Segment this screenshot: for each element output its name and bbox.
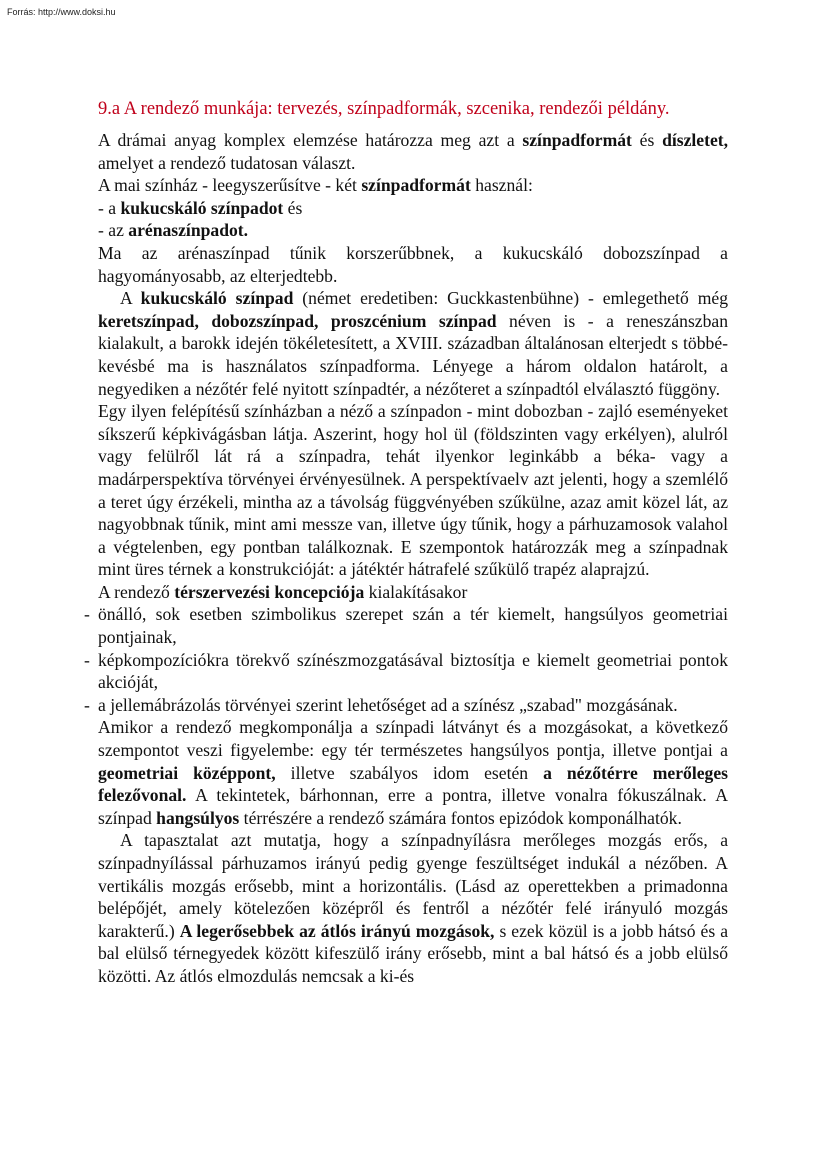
document-page bbox=[84, 98, 729, 988]
dash-marker: - bbox=[84, 604, 90, 625]
list-item-actor-movement: - képkompozíciókra törekvő színészmozgatásával biztosítja e kiemelt geometriai pontok akcióját, bbox=[84, 649, 728, 693]
paragraph-spatial-concept: A rendező térszervezési koncepciója kialakításakor bbox=[98, 581, 468, 602]
paragraph-two-stage-forms: A mai színház - leegyszerűsítve - két színpadformát használ: bbox=[98, 175, 533, 196]
paragraph-movement-tension: A tapasztalat azt mutatja, hogy a színpadnyílásra merőleges mozgás erős, a színpadnyílással párhuzamos irányú pedig gyenge feszültséget indukál a nézőben. A vertikális mozgás erősebb, mint a horizontális. (Lásd az operettekben a primadonna belépőjét, amely kötelezően középről és fentről a nézőtér felé irányuló mozgás karakterű.) A legerősebbek az átlós irányú mozgások, s ezek közül is a jobb hátsó és a bal elülső térnegyedek között kifeszülő irány erősebb, mint a bal hátsó és a jobb elülső közötti. Az átlós elmozdulás nemcsak a ki-és bbox=[98, 830, 729, 986]
list-item-peepshow-stage: - a kukucskáló színpadot és bbox=[98, 197, 303, 218]
paragraph-perspective: Egy ilyen felépítésű színházban a néző a színpadon - mint dobozban - zajló eseményeket síkszerű képkivágásban látja. Aszerint, hogy hol ül (földszinten vagy erkélyen), alulról vagy felülről lát rá a színpadra, tehát ilyenkor leginkább a béka- vagy a madárperspektíva törvényei érvényesülnek. A perspektívaelv azt jelenti, hogy a szemlélő a teret úgy érzékeli, mintha az a távolság függvényében szűkülne, azaz amit közel lát, az nagyobbnak tűnik, mint ami messze van, illetve úgy tűnik, hogy a párhuzamosok valahol a végtelenben, egy pontban találkoznak. E szempontok határozzák meg a színpadnak mint üres térnek a konstrukcióját: a játéktér hátrafelé szűkülő trapéz alaprajzú. bbox=[98, 401, 728, 580]
section-heading: 9.a A rendező munkája: tervezés, színpadformák, szcenika, rendezői példány. bbox=[98, 99, 670, 119]
paragraph-peepshow-stage: A kukucskáló színpad (német eredetiben: Guckkastenbühne) - emlegethető még keretszínpad, dobozszínpad, proszcénium színpad néven is - a reneszánszban kialakult, a barokk idején tökéletesített, a XVIII. században általánosan elterjedt s többé-kevésbé ma is használatos színpadforma. Lényege a három oldalon határolt, a negyediken a nézőtér felé nyitott színpadtér, a nézőteret a színpadtól elválasztó függöny. bbox=[98, 288, 729, 399]
list-item-arena-stage: - az arénaszínpadot. bbox=[98, 220, 249, 241]
list-item-geometric-points: - önálló, sok esetben szimbolikus szerepet szán a tér kiemelt, hangsúlyos geometriai pontjainak, bbox=[84, 604, 728, 648]
dash-marker: - bbox=[84, 649, 90, 670]
dash-marker: - bbox=[84, 694, 90, 715]
paragraph-arena-modern: Ma az arénaszínpad tűnik korszerűbbnek, a kukucskáló dobozszínpad a hagyományosabb, az elterjedtebb. bbox=[98, 242, 728, 286]
list-item-free-movement: - a jellemábrázolás törvényei szerint lehetőséget ad a színész „szabad" mozgásának. bbox=[84, 694, 678, 715]
source-label: Forrás: http://www.doksi.hu bbox=[7, 7, 116, 17]
paragraph-composition: Amikor a rendező megkomponálja a színpadi látványt és a mozgásokat, a következő szempontot veszi figyelembe: egy tér természetes hangsúlyos pontja, illetve pontjai a geometriai középpont, illetve szabályos idom esetén a nézőtérre merőleges felezővonal. A tekintetek, bárhonnan, erre a pontra, illetve vonalra fókuszálnak. A színpad hangsúlyos térrészére a rendező számára fontos epizódok komponálhatók. bbox=[98, 717, 729, 828]
paragraph-drama-analysis: A drámai anyag komplex elemzése határozza meg azt a színpadformát és díszletet, amelyet a rendező tudatosan választ. bbox=[98, 130, 729, 173]
